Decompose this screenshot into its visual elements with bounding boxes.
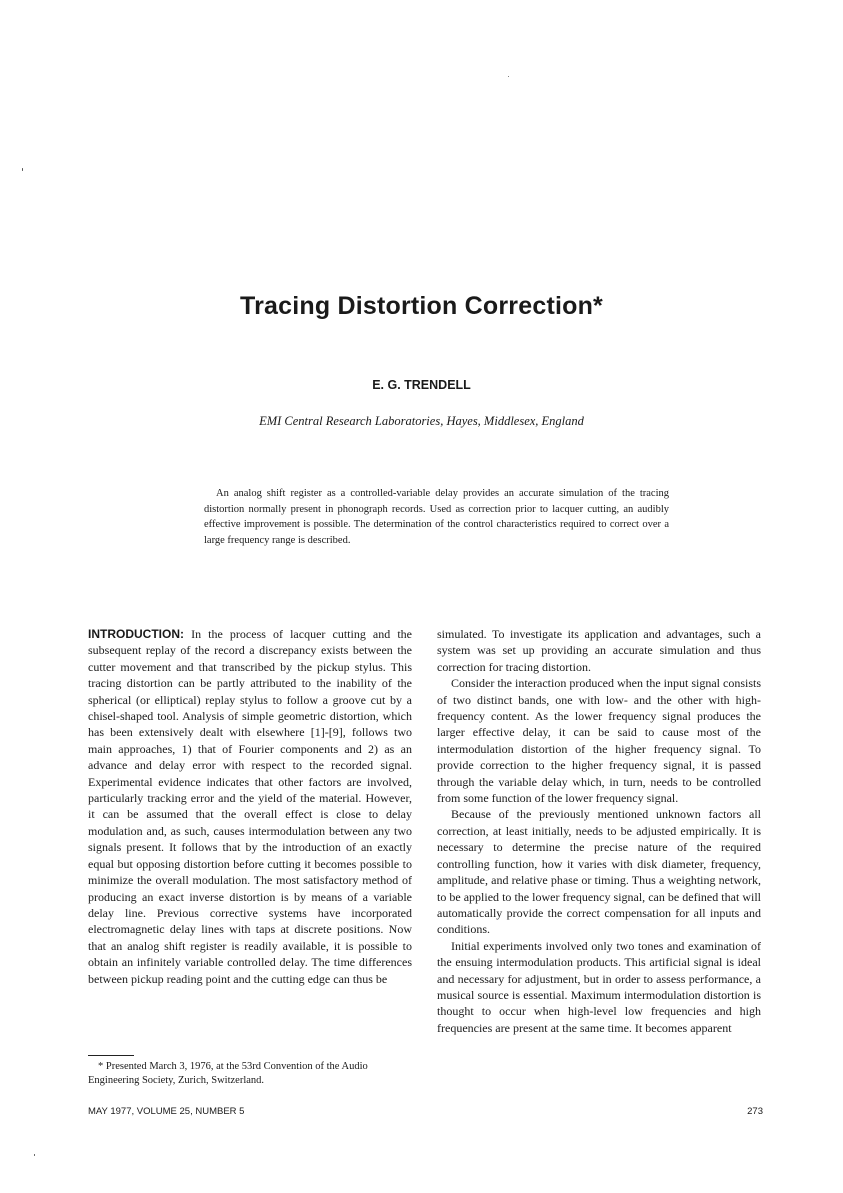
scan-speck: [508, 76, 509, 77]
page-number: 273: [747, 1106, 763, 1117]
footnote-rule: [88, 1055, 134, 1056]
author-affiliation: EMI Central Research Laboratories, Hayes, Middlesex, England: [259, 414, 584, 428]
body-paragraph: Because of the previously mentioned unknown factors all correction, at least initially, needs to be adjusted empirically. It is necessary to determine the precise nature of the required controlling function, how it varies with disk diameter, frequency, amplitude, and relative phase or timing. Thus a weighting network, to be applied to the lower frequency signal, can be defined that will automatically provide the correct compensation for all inputs and conditions.: [437, 807, 761, 937]
right-column: [437, 626, 761, 1036]
footnote: * Presented March 3, 1976, at the 53rd Convention of the Audio Engineering Society, Zurich, Switzerland.: [88, 1061, 368, 1086]
left-column: [88, 626, 412, 987]
scan-speck: [22, 168, 23, 171]
scan-speck: [34, 1154, 35, 1156]
introduction-heading: INTRODUCTION:: [88, 627, 184, 641]
body-paragraph: Consider the interaction produced when the input signal consists of two distinct bands, one with low- and the other with high-frequency content. As the lower frequency signal produces the larger effective delay, it can be said to cause most of the intermodulation distortion of the higher frequency signal. To provide correction to the higher frequency signal, it is passed through the variable delay which, in turn, needs to be controlled from some function of the lower frequency signal.: [437, 676, 761, 806]
article-title: Tracing Distortion Correction*: [240, 292, 603, 320]
body-paragraph: simulated. To investigate its application and advantages, such a system was set up providing an accurate simulation and thus correction for tracing distortion.: [437, 627, 761, 674]
author-name: E. G. TRENDELL: [372, 378, 471, 392]
introduction-text: In the process of lacquer cutting and the subsequent replay of the record a discrepancy exists between the cutter movement and that transcribed by the pickup stylus. This tracing distortion can be partly attributed to the inability of the spherical (or elliptical) replay stylus to follow a groove cut by a chisel-shaped tool. Analysis of simple geometric distortion, which has been extensively dealt with elsewhere [1]-[9], follows two main approaches, 1) that of Fourier components and 2) as an advance and delay error with respect to the recorded signal. Experimental evidence indicates that other factors are involved, particularly tracking error and the yield of the material. However, it can be assumed that the overall effect is close to delay modulation and, as such, causes intermodulation between any two signals present. It follows that by the introduction of an exactly equal but opposing distortion before cutting it becomes possible to minimize the overall modulation. The most satisfactory method of producing an exact inverse distortion is by means of a variable delay line. Previous corrective systems have incorporated electromagnetic delay lines with taps at discrete positions. Now that an analog shift register is readily available, it is possible to obtain an infinitely variable controlled delay. The time differences between pickup reading point and the cutting edge can thus be: [88, 627, 412, 986]
abstract: An analog shift register as a controlled-variable delay provides an accurate simulation of the tracing distortion normally present in phonograph records. Used as correction prior to lacquer cutting, an audibly effective improvement is possible. The determination of the control characteristics required to correct over a large frequency range is described.: [204, 488, 669, 546]
introduction-paragraph: [88, 626, 412, 987]
journal-issue: MAY 1977, VOLUME 25, NUMBER 5: [88, 1106, 245, 1117]
body-paragraph: Initial experiments involved only two tones and examination of the ensuing intermodulation products. This artificial signal is ideal and necessary for adjustment, but in order to assess performance, a musical source is essential. Maximum intermodulation distortion is thought to occur when high-level low frequencies and high frequencies are present at the same time. It becomes apparent: [437, 938, 761, 1035]
